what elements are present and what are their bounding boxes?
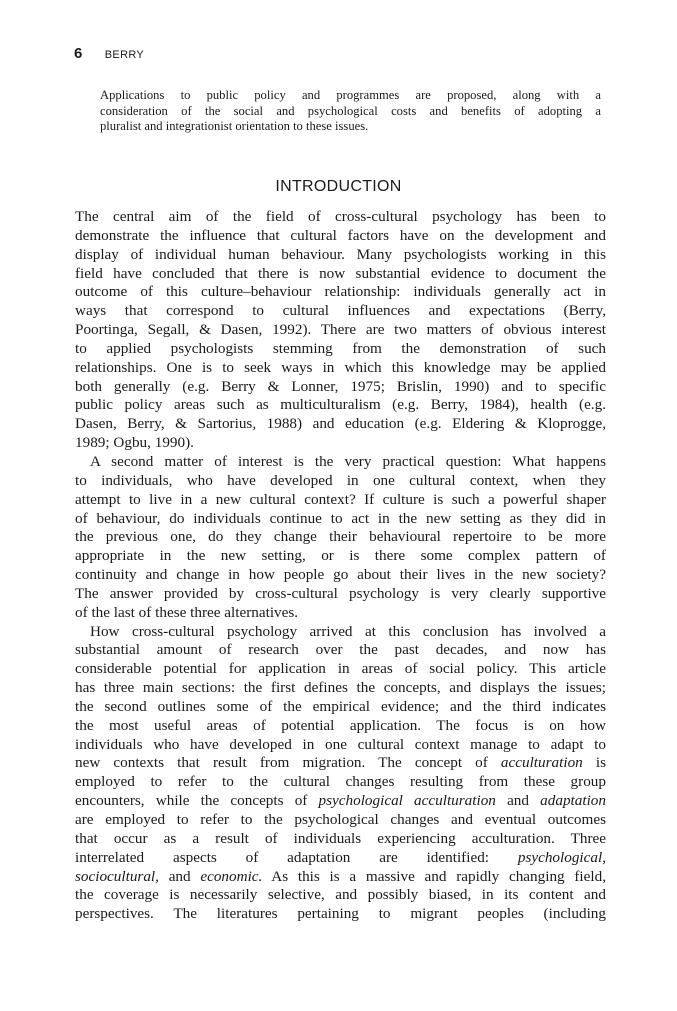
text-segment: the most useful areas of potential application. The focus is on how	[75, 716, 606, 734]
text-segment: How cross-cultural psychology arrived at this conclusion has involved a	[90, 622, 606, 640]
text-line	[75, 717, 606, 736]
text-line	[75, 585, 606, 604]
text-line	[75, 265, 606, 284]
text-segment: 1989; Ogbu, 1990).	[75, 434, 194, 452]
text-segment: interrelated aspects of adaptation are identified:	[75, 848, 518, 866]
text-line	[75, 283, 606, 302]
text-segment: and	[495, 792, 541, 810]
text-segment: Dasen, Berry, & Sartorius, 1988) and education (e.g. Eldering & Kloprogge,	[75, 415, 606, 433]
text-segment: has three main sections: the first defines the concepts, and displays the issues;	[75, 679, 606, 697]
text-segment: that occur as a result of individuals experiencing acculturation. Three	[75, 829, 606, 847]
text-line	[75, 754, 606, 773]
italic-term: adaptation	[540, 792, 606, 810]
text-line	[75, 491, 606, 510]
text-line	[75, 905, 606, 924]
text-segment: Applications to public policy and programmes are proposed, along with a	[100, 88, 601, 102]
text-line	[75, 378, 606, 397]
text-segment: the previous one, do they change their behavioural repertoire to be more	[75, 528, 606, 546]
text-line	[75, 396, 606, 415]
italic-term: sociocultural,	[75, 867, 159, 885]
text-segment: As this is a massive and rapidly changing field,	[262, 867, 606, 885]
text-segment: public policy areas such as multiculturalism (e.g. Berry, 1984), health (e.g.	[75, 396, 606, 414]
text-segment: substantial amount of research over the past decades, and now has	[75, 641, 606, 659]
text-segment: of the last of these three alternatives.	[75, 603, 299, 621]
text-line	[75, 528, 606, 547]
text-line	[75, 566, 606, 585]
text-line	[75, 792, 606, 811]
text-line	[75, 321, 606, 340]
page-number: 6	[74, 45, 83, 62]
abstract	[100, 88, 601, 135]
text-segment: Poortinga, Segall, & Dasen, 1992). There are two matters of obvious interest	[75, 321, 606, 339]
text-line	[75, 830, 606, 849]
text-segment: are employed to refer to the psychological changes and eventual outcomes	[75, 811, 606, 828]
text-line	[100, 88, 601, 104]
text-line	[75, 736, 606, 755]
text-segment: demonstrate the influence that cultural factors have on the development and	[75, 226, 606, 244]
text-line	[75, 886, 606, 905]
text-line	[75, 849, 606, 868]
text-segment: the second outlines some of the empirical evidence; and the third indicates	[75, 697, 606, 715]
text-line	[75, 660, 606, 679]
paragraph	[75, 453, 606, 623]
text-segment: consideration of the social and psychological costs and benefits of adopting a	[100, 103, 601, 118]
text-line	[75, 641, 606, 660]
text-segment: considerable potential for application in areas of social policy. This article	[75, 660, 606, 678]
text-segment: the coverage is necessarily selective, and possibly biased, in its content and	[75, 886, 606, 904]
text-line	[75, 698, 606, 717]
text-line	[75, 604, 606, 623]
text-segment: to individuals, who have developed in one cultural context, when they	[75, 471, 606, 489]
text-line	[75, 679, 606, 698]
text-segment: display of individual human behaviour. Many psychologists working in this	[75, 245, 606, 263]
text-segment: individuals who have developed in one cultural context manage to adapt to	[75, 735, 606, 753]
text-segment: of behaviour, do individuals continue to act in the new setting as they did in	[75, 509, 606, 527]
paragraph	[75, 208, 606, 453]
text-line	[75, 547, 606, 566]
text-segment: and	[158, 867, 201, 885]
text-segment: The answer provided by cross-cultural psychology is very clearly supportive	[75, 584, 606, 602]
text-segment: outcome of this culture–behaviour relationship: individuals generally act in	[75, 283, 606, 301]
text-line	[75, 227, 606, 246]
text-line	[100, 104, 601, 120]
text-segment: appropriate in the new setting, or is there some complex pattern of	[75, 547, 606, 565]
text-segment: field have concluded that there is now substantial evidence to document the	[75, 264, 606, 282]
text-line	[75, 246, 606, 265]
text-segment: is	[582, 754, 606, 772]
page-header	[74, 45, 144, 63]
italic-term: psychological acculturation	[318, 792, 496, 810]
text-line	[75, 302, 606, 321]
text-line	[75, 208, 606, 227]
text-line	[75, 623, 606, 642]
text-segment: continuity and change in how people go about their lives in the new society?	[75, 566, 606, 584]
text-segment: relationships. One is to seek ways in which this knowledge may be applied	[75, 358, 606, 376]
text-line	[75, 811, 606, 830]
text-segment: The central aim of the field of cross-cultural psychology has been to	[75, 208, 606, 225]
text-segment: A second matter of interest is the very practical question: What happens	[90, 452, 606, 470]
text-segment: new contexts that result from migration. The concept of	[75, 754, 501, 772]
text-line	[75, 434, 606, 453]
italic-term: acculturation	[500, 754, 583, 772]
body-text	[75, 208, 606, 924]
text-line	[75, 472, 606, 491]
text-line	[75, 868, 606, 887]
text-segment: attempt to live in a new cultural context? If culture is such a powerful shaper	[75, 490, 606, 508]
text-segment: pluralist and integrationist orientation to these issues.	[100, 119, 369, 133]
text-segment: employed to refer to the cultural changes resulting from these group	[75, 773, 606, 791]
section-heading: INTRODUCTION	[275, 178, 402, 195]
text-segment: encounters, while the concepts of	[75, 792, 319, 810]
text-line	[75, 453, 606, 472]
running-head: BERRY	[104, 49, 144, 61]
text-segment: both generally (e.g. Berry & Lonner, 1975; Brislin, 1990) and to specific	[75, 377, 606, 395]
paragraph	[75, 623, 606, 925]
text-segment: perspectives. The literatures pertaining to migrant peoples (including	[75, 905, 606, 923]
text-line	[100, 119, 601, 135]
text-line	[75, 510, 606, 529]
text-segment: to applied psychologists stemming from the demonstration of such	[75, 339, 606, 357]
text-line	[75, 340, 606, 359]
text-line	[75, 773, 606, 792]
text-segment: ways that correspond to cultural influences and expectations (Berry,	[75, 302, 606, 320]
text-line	[75, 415, 606, 434]
italic-term: economic.	[200, 867, 263, 885]
italic-term: psychological,	[517, 848, 606, 866]
text-line	[75, 359, 606, 378]
